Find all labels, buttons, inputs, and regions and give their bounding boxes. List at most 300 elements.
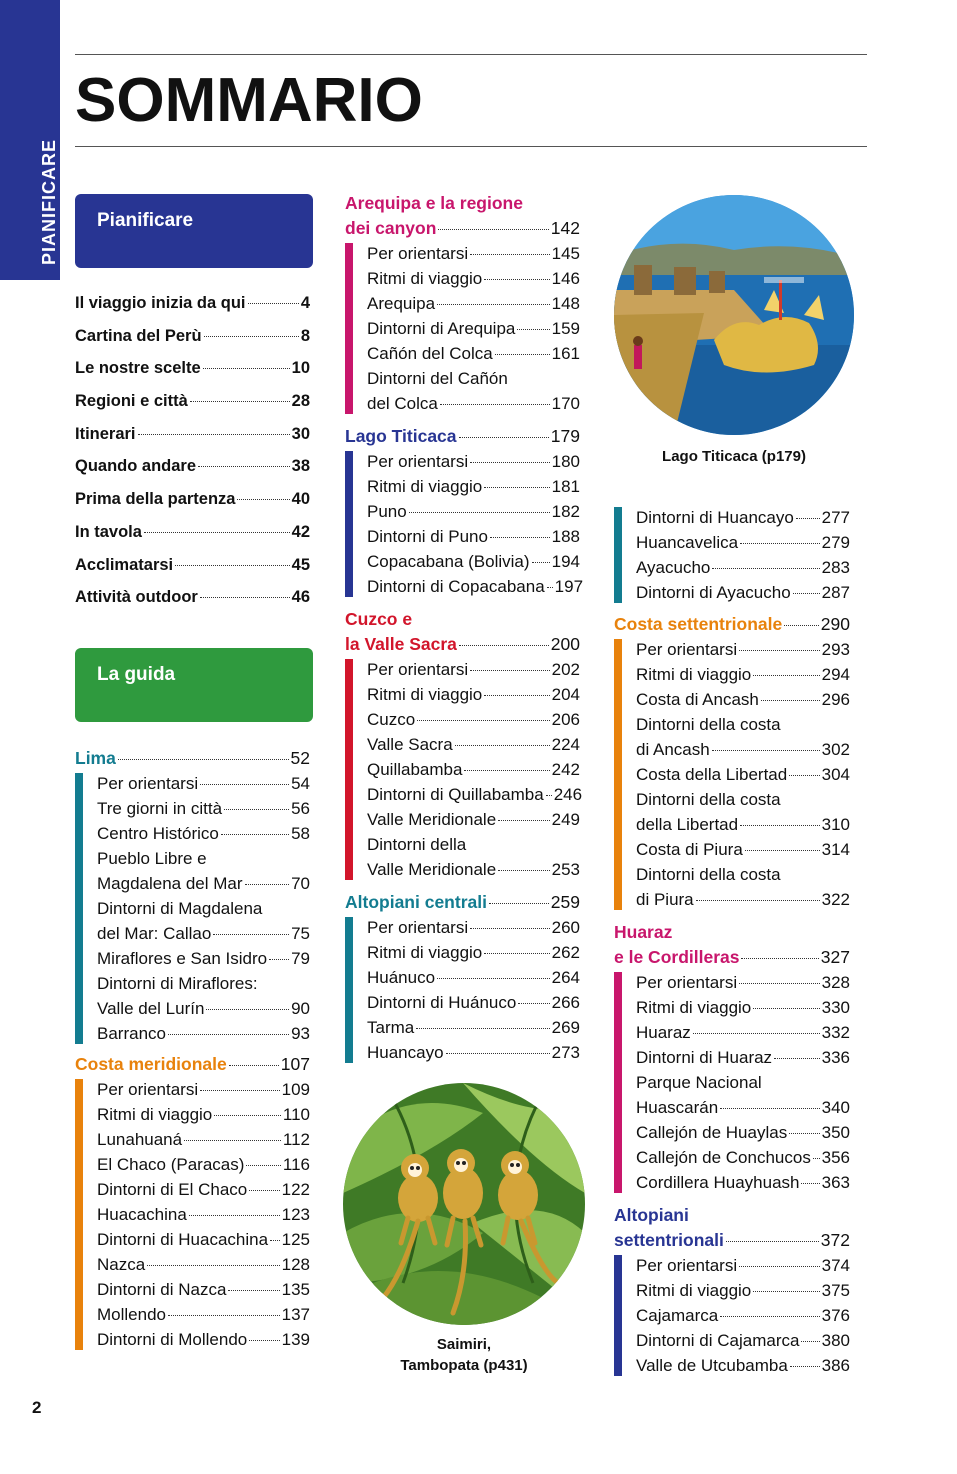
section-heading: Cuzco e xyxy=(345,609,413,629)
dot-leader xyxy=(446,1053,550,1054)
toc-entry xyxy=(367,682,580,707)
dot-leader xyxy=(790,1366,820,1367)
toc-entry-page: 148 xyxy=(551,294,580,313)
dot-leader xyxy=(249,1340,279,1341)
toc-entry xyxy=(636,862,850,887)
toc-entry xyxy=(75,385,310,418)
side-tab-label: PIANIFICARE xyxy=(39,138,59,265)
toc-entry-page: 204 xyxy=(551,685,580,704)
toc-entry-page: 290 xyxy=(820,614,850,634)
saimiri-image xyxy=(343,1083,585,1325)
toc-entry xyxy=(97,846,310,871)
toc-entry-label: Dintorni della costa xyxy=(636,790,781,809)
toc-entry xyxy=(367,316,580,341)
toc-entry-page: 142 xyxy=(550,218,580,238)
toc-entry xyxy=(97,1202,310,1227)
dot-leader xyxy=(237,499,289,500)
page-number: 2 xyxy=(32,1398,42,1417)
dot-leader xyxy=(200,1090,280,1091)
dot-leader xyxy=(224,809,289,810)
dot-leader xyxy=(437,978,550,979)
toc-entry-page: 90 xyxy=(291,999,310,1018)
toc-entry-label: Attività outdoor xyxy=(75,588,198,607)
dot-leader xyxy=(696,900,820,901)
toc-entry xyxy=(636,812,850,837)
toc-entry-page: 38 xyxy=(291,457,310,476)
dot-leader xyxy=(437,304,550,305)
toc-entry-page: 123 xyxy=(281,1205,310,1224)
toc-entry-label: di Ancash xyxy=(636,740,710,759)
dot-leader xyxy=(168,1034,289,1035)
toc-entry-page: 260 xyxy=(551,918,580,937)
toc-entry xyxy=(636,1020,850,1045)
dot-leader xyxy=(229,1065,279,1066)
toc-entry xyxy=(614,612,850,637)
dot-leader xyxy=(189,1215,280,1216)
toc-entry xyxy=(367,549,580,574)
dot-leader xyxy=(774,1058,820,1059)
toc-entry-label: Dintorni di Nazca xyxy=(97,1280,227,1299)
section-lima xyxy=(75,746,310,1046)
toc-entry-label: Altopiani centrali xyxy=(345,892,487,912)
toc-entry-label: Per orientarsi xyxy=(97,774,199,793)
toc-entry-label: Dintorni di Ayacucho xyxy=(636,583,791,602)
dot-leader xyxy=(203,368,290,369)
toc-entry-label: settentrionali xyxy=(614,1230,724,1250)
toc-entry xyxy=(367,657,580,682)
toc-entry-label: Dintorni di Huánuco xyxy=(367,993,517,1012)
toc-entry-label: Per orientarsi xyxy=(367,244,469,263)
toc-entry-label: di Piura xyxy=(636,890,694,909)
section-arequipa xyxy=(345,191,580,416)
toc-entry-label: Valle Sacra xyxy=(367,735,453,754)
toc-entry-label: Cartina del Perù xyxy=(75,326,202,345)
toc-entry-label: Valle Meridionale xyxy=(367,860,497,879)
title-rule xyxy=(75,146,867,147)
toc-entry xyxy=(97,1227,310,1252)
toc-entry xyxy=(367,391,580,416)
toc-entry xyxy=(367,266,580,291)
toc-entry-page: 350 xyxy=(821,1123,850,1142)
toc-entry-label: Copacabana (Bolivia) xyxy=(367,552,530,571)
dot-leader xyxy=(459,645,549,646)
toc-entry xyxy=(636,637,850,662)
toc-entry xyxy=(367,782,583,807)
toc-entry-page: 110 xyxy=(282,1105,310,1124)
dot-leader xyxy=(546,795,552,796)
dot-leader xyxy=(184,1140,281,1141)
toc-entry-label: El Chaco (Paracas) xyxy=(97,1155,245,1174)
toc-entry xyxy=(75,1052,310,1077)
dot-leader xyxy=(739,1266,820,1267)
toc-entry-label: Costa di Piura xyxy=(636,840,743,859)
dot-leader xyxy=(206,1009,289,1010)
toc-entry xyxy=(75,287,310,320)
toc-entry-page: 293 xyxy=(821,640,850,659)
toc-entry-label: In tavola xyxy=(75,522,142,541)
dot-leader xyxy=(740,825,820,826)
dot-leader xyxy=(249,1190,279,1191)
toc-entry-label: Ritmi di viaggio xyxy=(636,1281,752,1300)
toc-entry-label: Lunahuaná xyxy=(97,1130,183,1149)
top-rule xyxy=(75,54,867,55)
toc-entry-page: 54 xyxy=(291,774,310,793)
dot-leader xyxy=(498,820,549,821)
toc-entry-label: del Colca xyxy=(367,394,438,413)
toc-entry xyxy=(367,574,584,599)
toc-entry-page: 296 xyxy=(821,690,850,709)
toc-entry-label: Per orientarsi xyxy=(636,973,738,992)
toc-entry-label: Per orientarsi xyxy=(367,918,469,937)
toc-entry xyxy=(345,890,580,915)
toc-entry-label: Arequipa xyxy=(367,294,436,313)
dot-leader xyxy=(416,1028,549,1029)
toc-entry xyxy=(367,524,580,549)
toc-entry-page: 112 xyxy=(282,1130,310,1149)
section-items xyxy=(345,657,583,882)
toc-entry-page: 249 xyxy=(551,810,580,829)
toc-entry-page: 79 xyxy=(291,949,310,968)
toc-entry xyxy=(367,940,580,965)
toc-entry-label: Callejón de Conchucos xyxy=(636,1148,811,1167)
toc-entry-label: Magdalena del Mar xyxy=(97,874,243,893)
dot-leader xyxy=(248,303,299,304)
dot-leader xyxy=(801,1183,819,1184)
toc-entry-label: Dintorni di El Chaco xyxy=(97,1180,248,1199)
toc-entry xyxy=(75,549,310,582)
toc-entry-label: Cordillera Huayhuash xyxy=(636,1173,800,1192)
toc-entry-label: Dintorni di Miraflores: xyxy=(97,974,258,993)
toc-entry xyxy=(367,241,580,266)
toc-entry xyxy=(636,1170,850,1195)
toc-entry xyxy=(97,896,310,921)
toc-entry-page: 376 xyxy=(821,1306,850,1325)
toc-entry-label: Ritmi di viaggio xyxy=(636,665,752,684)
toc-entry-page: 10 xyxy=(291,359,310,378)
dot-leader xyxy=(693,1033,820,1034)
dot-leader xyxy=(214,1115,281,1116)
toc-entry-page: 287 xyxy=(821,583,850,602)
toc-entry-label: Valle Meridionale xyxy=(367,810,497,829)
toc-entry xyxy=(97,1177,310,1202)
dot-leader xyxy=(789,1133,819,1134)
toc-entry xyxy=(636,555,850,580)
toc-entry xyxy=(636,837,850,862)
toc-entry xyxy=(367,449,580,474)
section-items xyxy=(614,637,850,912)
toc-entry xyxy=(97,1277,310,1302)
dot-leader xyxy=(168,1315,280,1316)
saimiri-caption xyxy=(383,1334,545,1376)
toc-entry-page: 161 xyxy=(551,344,580,363)
toc-entry-page: 294 xyxy=(821,665,850,684)
toc-entry-label: Nazca xyxy=(97,1255,146,1274)
dot-leader xyxy=(484,279,549,280)
dot-leader xyxy=(712,568,819,569)
dot-leader xyxy=(221,834,289,835)
dot-leader xyxy=(517,329,549,330)
toc-column-1 xyxy=(75,740,310,1352)
toc-entry xyxy=(97,996,310,1021)
section-color-bar xyxy=(75,773,83,1044)
toc-entry-label: Dintorni di Magdalena xyxy=(97,899,263,918)
toc-entry-label: Lima xyxy=(75,748,116,768)
toc-entry xyxy=(367,807,580,832)
toc-entry xyxy=(614,945,850,970)
dot-leader xyxy=(745,850,820,851)
toc-entry xyxy=(345,424,580,449)
dot-leader xyxy=(190,401,290,402)
section-altopiani-centrali-cont xyxy=(614,505,850,605)
dot-leader xyxy=(784,625,819,626)
toc-entry xyxy=(75,450,310,483)
toc-entry-label: Dintorni di Cajamarca xyxy=(636,1331,800,1350)
toc-entry-label: Huánuco xyxy=(367,968,436,987)
toc-entry-page: 310 xyxy=(821,815,850,834)
dot-leader xyxy=(175,565,290,566)
toc-entry-page: 180 xyxy=(551,452,580,471)
toc-entry-label: Dintorni della costa xyxy=(636,715,781,734)
dot-leader xyxy=(726,1241,819,1242)
dot-leader xyxy=(518,1003,549,1004)
toc-entry-label: della Libertad xyxy=(636,815,739,834)
toc-entry xyxy=(636,712,850,737)
toc-entry xyxy=(636,1253,850,1278)
toc-entry xyxy=(636,1303,850,1328)
toc-entry-page: 58 xyxy=(291,824,310,843)
toc-entry xyxy=(636,687,850,712)
toc-entry-page: 200 xyxy=(550,634,580,654)
toc-entry xyxy=(636,1353,850,1378)
toc-entry-page: 279 xyxy=(821,533,850,552)
section-altopiani-centrali xyxy=(345,890,580,1065)
section-items xyxy=(345,241,580,416)
toc-entry-page: 375 xyxy=(821,1281,850,1300)
toc-entry-label: Barranco xyxy=(97,1024,166,1043)
toc-entry-page: 302 xyxy=(821,740,850,759)
toc-entry-page: 135 xyxy=(281,1280,310,1299)
toc-entry-page: 128 xyxy=(281,1255,310,1274)
toc-entry-label: Cajamarca xyxy=(636,1306,719,1325)
toc-entry-page: 253 xyxy=(551,860,580,879)
toc-entry-page: 139 xyxy=(281,1330,310,1349)
box-pianificare-label: Pianificare xyxy=(97,210,194,231)
titicaca-image xyxy=(614,195,854,435)
saimiri-caption-line1: Saimiri, xyxy=(436,1336,492,1353)
toc-entry xyxy=(345,632,580,657)
toc-entry-page: 206 xyxy=(551,710,580,729)
toc-entry-label: Dintorni di Mollendo xyxy=(97,1330,248,1349)
toc-entry-page: 197 xyxy=(554,577,584,596)
toc-entry-label: dei canyon xyxy=(345,218,437,238)
toc-entry-label: Costa della Libertad xyxy=(636,765,788,784)
dot-leader xyxy=(213,934,289,935)
toc-entry-label: Quando andare xyxy=(75,457,197,476)
dot-leader xyxy=(498,870,549,871)
dot-leader xyxy=(720,1108,819,1109)
dot-leader xyxy=(459,437,549,438)
dot-leader xyxy=(484,695,549,696)
toc-entry-page: 52 xyxy=(290,748,310,768)
toc-entry xyxy=(636,1045,850,1070)
toc-entry-label: Puno xyxy=(367,502,407,521)
toc-entry xyxy=(367,1015,580,1040)
toc-entry xyxy=(97,921,310,946)
dot-leader xyxy=(200,784,289,785)
toc-entry-label: Parque Nacional xyxy=(636,1073,762,1092)
toc-entry xyxy=(367,965,580,990)
dot-leader xyxy=(490,537,550,538)
toc-entry-page: 259 xyxy=(550,892,580,912)
toc-entry xyxy=(367,707,580,732)
toc-entry-page: 242 xyxy=(551,760,580,779)
toc-entry xyxy=(97,1327,310,1352)
toc-entry-label: Pueblo Libre e xyxy=(97,849,207,868)
toc-entry-page: 332 xyxy=(821,1023,850,1042)
dot-leader xyxy=(118,759,289,760)
dot-leader xyxy=(720,1316,819,1317)
toc-entry-label: Dintorni di Copacabana xyxy=(367,577,545,596)
toc-entry-page: 188 xyxy=(551,527,580,546)
toc-entry-page: 107 xyxy=(280,1054,310,1074)
toc-entry-page: 116 xyxy=(282,1155,310,1174)
dot-leader xyxy=(796,518,820,519)
toc-entry xyxy=(97,1077,310,1102)
toc-entry-page: 356 xyxy=(821,1148,850,1167)
toc-entry-label: Centro Histórico xyxy=(97,824,219,843)
toc-entry-label: Dintorni della costa xyxy=(636,865,781,884)
section-items xyxy=(614,970,850,1195)
dot-leader xyxy=(739,650,820,651)
dot-leader xyxy=(753,1291,819,1292)
dot-leader xyxy=(495,354,550,355)
toc-entry-page: 304 xyxy=(821,765,850,784)
plan-list xyxy=(75,287,310,614)
toc-entry xyxy=(636,505,850,530)
toc-entry-label: Acclimatarsi xyxy=(75,555,174,574)
toc-entry xyxy=(75,352,310,385)
section-items xyxy=(75,1077,310,1352)
toc-entry xyxy=(614,1228,850,1253)
titicaca-caption: Lago Titicaca (p179) xyxy=(662,448,806,465)
dot-leader xyxy=(228,1290,279,1291)
toc-entry-label: Huancavelica xyxy=(636,533,739,552)
dot-leader xyxy=(204,336,299,337)
toc-entry-label: Regioni e città xyxy=(75,392,188,411)
toc-entry-label: Costa settentrionale xyxy=(614,614,783,634)
dot-leader xyxy=(712,750,820,751)
toc-entry-page: 159 xyxy=(551,319,580,338)
toc-entry-label: Ritmi di viaggio xyxy=(367,943,483,962)
dot-leader xyxy=(438,229,548,230)
section-color-bar xyxy=(614,639,622,910)
section-color-bar xyxy=(345,451,353,597)
dot-leader xyxy=(753,1008,819,1009)
dot-leader xyxy=(484,953,549,954)
toc-entry xyxy=(367,366,580,391)
toc-entry-label: Le nostre scelte xyxy=(75,359,201,378)
toc-entry-label: Cañón del Colca xyxy=(367,344,493,363)
toc-entry-page: 145 xyxy=(551,244,580,263)
toc-entry xyxy=(367,732,580,757)
toc-entry xyxy=(97,1252,310,1277)
dot-leader xyxy=(200,597,290,598)
toc-entry xyxy=(367,832,580,857)
toc-entry xyxy=(97,821,310,846)
dot-leader xyxy=(198,466,290,467)
dot-leader xyxy=(761,700,820,701)
toc-entry-page: 137 xyxy=(281,1305,310,1324)
toc-entry-label: Ritmi di viaggio xyxy=(97,1105,213,1124)
toc-entry-label: Cuzco xyxy=(367,710,416,729)
toc-entry-page: 264 xyxy=(551,968,580,987)
dot-leader xyxy=(138,434,290,435)
dot-leader xyxy=(470,670,550,671)
toc-entry-page: 277 xyxy=(821,508,850,527)
toc-entry xyxy=(367,990,580,1015)
toc-entry xyxy=(97,1302,310,1327)
dot-leader xyxy=(409,512,550,513)
toc-entry-page: 269 xyxy=(551,1018,580,1037)
section-items xyxy=(345,915,580,1065)
toc-entry-page: 109 xyxy=(281,1080,310,1099)
section-color-bar xyxy=(75,1079,83,1350)
toc-entry-page: 330 xyxy=(821,998,850,1017)
dot-leader xyxy=(547,587,553,588)
toc-column-3 xyxy=(614,505,850,1378)
dot-leader xyxy=(269,959,289,960)
toc-entry-label: Dintorni di Huaraz xyxy=(636,1048,773,1067)
toc-entry-label: Tre giorni in città xyxy=(97,799,223,818)
dot-leader xyxy=(470,928,550,929)
toc-entry xyxy=(345,216,580,241)
dot-leader xyxy=(789,775,819,776)
toc-entry-page: 202 xyxy=(551,660,580,679)
section-heading: Huaraz xyxy=(614,922,673,942)
toc-entry-label: Dintorni del Cañón xyxy=(367,369,508,388)
toc-entry-page: 340 xyxy=(821,1098,850,1117)
toc-entry-page: 182 xyxy=(551,502,580,521)
toc-entry-label: Dintorni di Puno xyxy=(367,527,488,546)
toc-entry xyxy=(636,1278,850,1303)
toc-entry-page: 30 xyxy=(291,424,310,443)
toc-entry xyxy=(367,1040,580,1065)
toc-entry-label: e le Cordilleras xyxy=(614,947,740,967)
toc-entry-page: 380 xyxy=(821,1331,850,1350)
toc-entry xyxy=(75,516,310,549)
box-guida xyxy=(75,648,313,722)
toc-entry-label: Valle del Lurín xyxy=(97,999,205,1018)
section-color-bar xyxy=(614,972,622,1193)
toc-entry-label: la Valle Sacra xyxy=(345,634,457,654)
toc-entry-label: Huascarán xyxy=(636,1098,719,1117)
toc-entry-page: 146 xyxy=(551,269,580,288)
toc-entry xyxy=(636,1328,850,1353)
toc-entry xyxy=(97,1152,310,1177)
toc-entry xyxy=(75,483,310,516)
dot-leader xyxy=(417,720,549,721)
toc-entry-page: 46 xyxy=(291,588,310,607)
toc-entry-page: 122 xyxy=(281,1180,310,1199)
toc-entry-page: 246 xyxy=(553,785,583,804)
toc-entry-label: Lago Titicaca xyxy=(345,426,457,446)
toc-entry-page: 4 xyxy=(300,294,310,312)
toc-entry xyxy=(97,946,310,971)
toc-entry-page: 374 xyxy=(821,1256,850,1275)
toc-entry-page: 42 xyxy=(291,522,310,541)
section-items xyxy=(75,771,310,1046)
toc-entry-page: 181 xyxy=(551,477,580,496)
